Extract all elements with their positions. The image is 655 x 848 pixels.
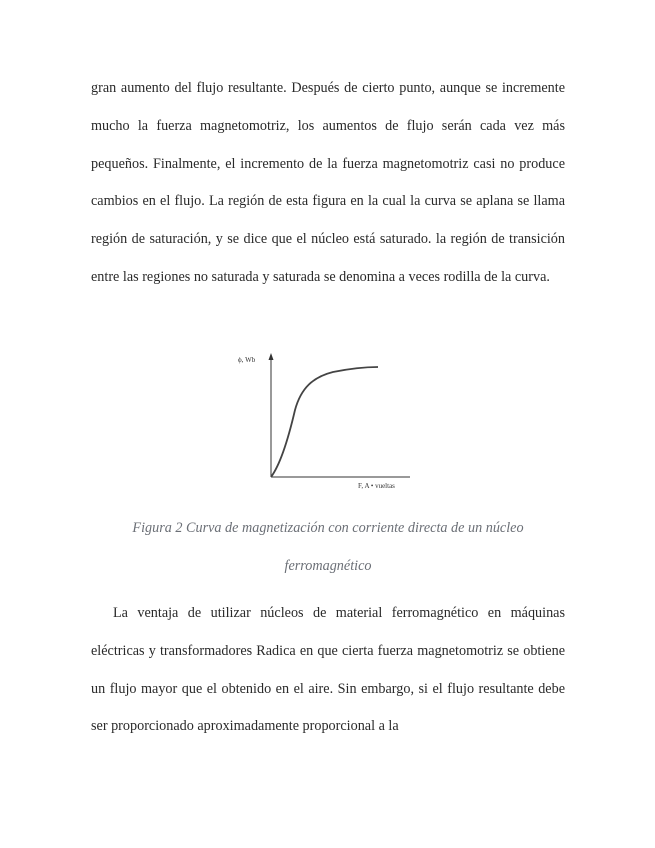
y-axis-arrow-icon [269, 353, 274, 360]
figure-caption: Figura 2 Curva de magnetización con corriente directa de un núcleo ferromagnético [132, 520, 524, 574]
x-axis-label: F, A • vueltas [358, 482, 395, 490]
y-axis-label: ϕ, Wb [238, 356, 256, 364]
magnetization-curve-plot [238, 350, 418, 490]
magnetization-curve [271, 367, 378, 477]
magnetization-curve-figure [238, 350, 418, 490]
body-paragraph-1: gran aumento del flujo resultante. Después de cierto punto, aunque se incremente mucho la fuerza magnetomotriz, los aumentos de flujo serán cada vez más pequeños. Finalmente, el incremento de la fuerza magnetomotriz casi no produce cambios en el flujo. La región de esta figura en la cual la curva se aplana se llama región de saturación, y se dice que el núcleo está saturado. la región de transición entre las regiones no saturada y saturada se denomina a veces rodilla de la curva. [91, 80, 565, 285]
body-paragraph-2: La ventaja de utilizar núcleos de material ferromagnético en máquinas eléctricas y transformadores Radica en que cierta fuerza magnetomotriz se obtiene un flujo mayor que el obtenido en el aire. Sin embargo, si el flujo resultante debe ser proporcionado aproximadamente proporcional a la [91, 605, 565, 735]
